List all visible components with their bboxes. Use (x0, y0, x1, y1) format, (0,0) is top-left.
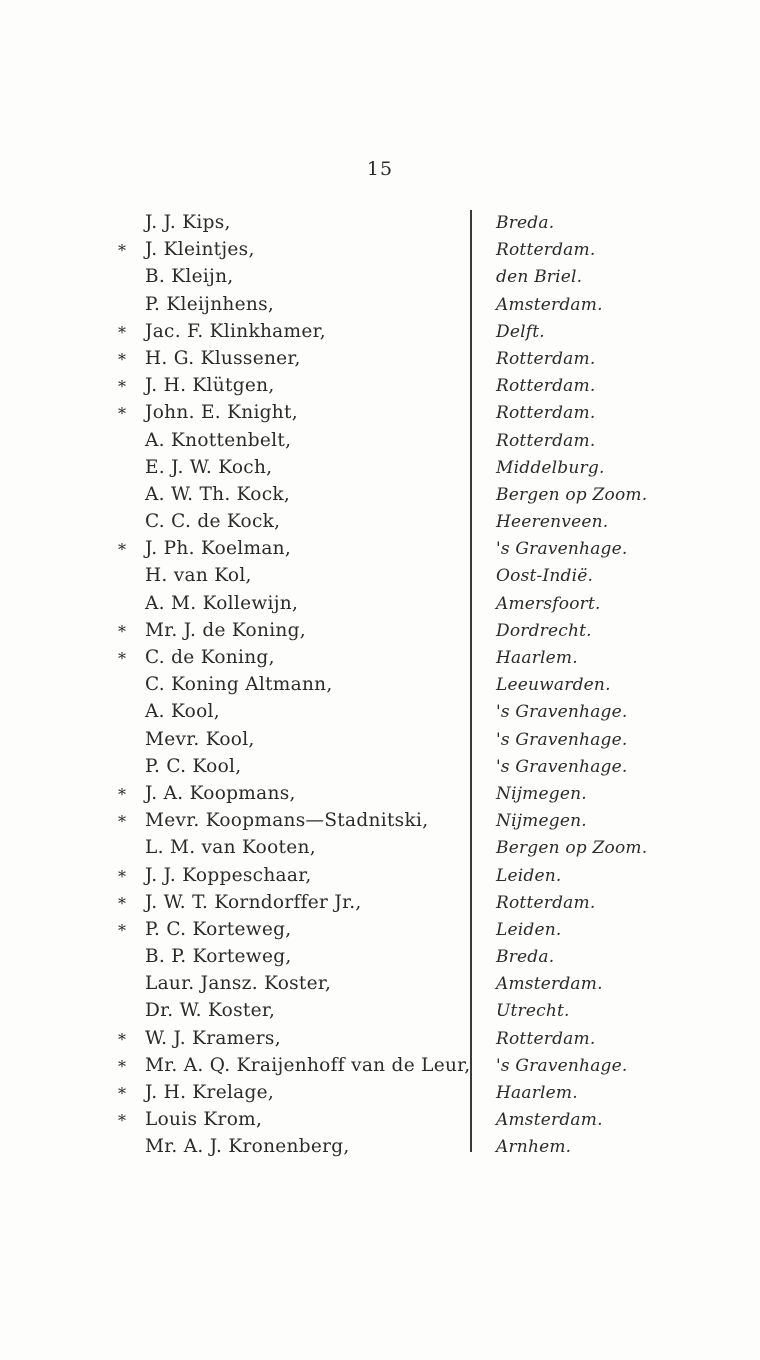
member-city: Heerenveen. (496, 512, 609, 533)
list-item (0, 944, 760, 971)
member-city: Amersfoort. (496, 593, 601, 614)
member-name: Louis Krom, (145, 1109, 263, 1131)
member-name: C. de Koning, (145, 647, 275, 668)
member-name: J. A. Koopmans, (145, 782, 296, 804)
member-marker: * (118, 621, 126, 641)
list-item (0, 455, 760, 482)
member-city: Delft. (496, 321, 545, 342)
member-name: Jac. F. Klinkhamer, (145, 320, 326, 342)
member-marker: * (118, 1084, 126, 1103)
member-name: Mr. J. de Koning, (145, 619, 306, 641)
member-name: J. J. Kips, (145, 212, 231, 233)
member-city: Breda. (496, 947, 555, 968)
list-item (0, 482, 760, 509)
member-list (0, 210, 760, 1162)
member-city: Rotterdam. (496, 892, 596, 913)
member-city: Rotterdam. (496, 430, 596, 451)
list-item (0, 536, 760, 563)
list-item (0, 917, 760, 944)
member-marker: * (118, 893, 126, 913)
member-city: Arnhem. (496, 1137, 572, 1158)
member-name: H. van Kol, (145, 565, 252, 587)
member-name: C. Koning Altmann, (145, 674, 333, 696)
list-item (0, 400, 760, 427)
member-name: P. C. Kool, (145, 755, 242, 777)
member-name: P. C. Korteweg, (145, 918, 292, 940)
member-name: John. E. Knight, (145, 402, 298, 424)
member-name: E. J. W. Koch, (145, 456, 273, 478)
member-city: 's Gravenhage. (496, 1055, 628, 1076)
list-item (0, 591, 760, 618)
member-marker: * (118, 1029, 126, 1049)
member-marker: * (118, 540, 126, 560)
member-city: Amsterdam. (496, 294, 603, 315)
member-name: J. Ph. Koelman, (145, 538, 292, 560)
list-item (0, 319, 760, 346)
member-city: Rotterdam. (496, 348, 596, 369)
member-city: Oost-Indië. (496, 566, 594, 587)
list-item (0, 1053, 760, 1080)
member-city: Utrecht. (496, 1001, 570, 1022)
member-name: Dr. W. Koster, (145, 1000, 276, 1022)
member-marker: * (118, 920, 126, 940)
member-name: J. J. Koppeschaar, (145, 864, 312, 886)
member-name: Mr. A. Q. Kraijenhoff van de Leur, (145, 1054, 471, 1076)
list-item (0, 1134, 760, 1161)
member-city: Rotterdam. (496, 1028, 596, 1049)
member-name: J. Kleintjes, (145, 239, 255, 261)
list-item (0, 890, 760, 917)
member-city: den Briel. (496, 267, 583, 288)
list-item (0, 645, 760, 672)
member-city: Nijmegen. (496, 811, 587, 832)
member-name: J. H. Krelage, (145, 1082, 275, 1103)
member-city: Amsterdam. (496, 974, 603, 995)
member-marker: * (118, 812, 126, 832)
list-item (0, 618, 760, 645)
member-city: Breda. (496, 213, 555, 233)
member-name: A. Knottenbelt, (145, 429, 292, 451)
list-item (0, 727, 760, 754)
member-city: Rotterdam. (496, 403, 596, 424)
list-item (0, 237, 760, 264)
member-name: W. J. Kramers, (145, 1027, 281, 1049)
list-item (0, 863, 760, 890)
member-marker: * (118, 1111, 126, 1131)
member-marker: * (118, 784, 126, 804)
list-item (0, 373, 760, 400)
list-item (0, 808, 760, 835)
list-item (0, 835, 760, 862)
member-name: Mr. A. J. Kronenberg, (145, 1136, 350, 1158)
list-item (0, 1080, 760, 1107)
member-city: Leiden. (496, 865, 562, 886)
list-item (0, 563, 760, 590)
member-name: Laur. Jansz. Koster, (145, 973, 332, 995)
member-city: 's Gravenhage. (496, 729, 628, 750)
member-city: Leeuwarden. (496, 675, 611, 696)
member-marker: * (118, 1056, 126, 1076)
list-item (0, 509, 760, 536)
member-name: A. W. Th. Kock, (145, 483, 291, 505)
member-marker: * (118, 866, 126, 886)
member-name: L. M. van Kooten, (145, 837, 316, 859)
member-marker: * (118, 404, 126, 424)
member-city: 's Gravenhage. (496, 702, 628, 723)
member-name: A. M. Kollewijn, (145, 592, 299, 614)
member-name: C. C. de Kock, (145, 511, 281, 533)
list-item (0, 998, 760, 1025)
member-name: B. Kleijn, (145, 266, 234, 288)
member-name: H. G. Klussener, (145, 347, 301, 369)
list-item (0, 754, 760, 781)
member-name: J. W. T. Korndorffer Jr., (145, 891, 362, 913)
member-marker: * (118, 241, 126, 261)
list-item (0, 428, 760, 455)
member-city: Dordrecht. (496, 620, 592, 641)
member-city: Rotterdam. (496, 240, 596, 261)
member-city: Haarlem. (496, 1083, 578, 1103)
member-marker: * (118, 377, 126, 397)
page-number: 15 (366, 158, 394, 180)
list-item (0, 699, 760, 726)
member-name: J. H. Klütgen, (145, 375, 275, 397)
member-name: B. P. Korteweg, (145, 946, 292, 968)
list-item (0, 672, 760, 699)
list-item (0, 346, 760, 373)
member-city: Middelburg. (496, 457, 605, 478)
member-name: Mevr. Kool, (145, 728, 255, 750)
list-item (0, 264, 760, 291)
list-item (0, 210, 760, 237)
member-marker: * (118, 322, 126, 342)
member-city: 's Gravenhage. (496, 756, 628, 777)
list-item (0, 1026, 760, 1053)
member-city: Bergen op Zoom. (496, 838, 648, 859)
list-item (0, 292, 760, 319)
member-city: Nijmegen. (496, 783, 587, 804)
list-item (0, 971, 760, 998)
member-name: P. Kleijnhens, (145, 293, 275, 315)
member-city: 's Gravenhage. (496, 539, 628, 560)
list-item (0, 781, 760, 808)
member-city: Haarlem. (496, 648, 578, 668)
member-city: Amsterdam. (496, 1110, 603, 1131)
member-marker: * (118, 649, 126, 668)
member-city: Rotterdam. (496, 376, 596, 397)
member-marker: * (118, 349, 126, 369)
member-city: Leiden. (496, 919, 562, 940)
member-name: Mevr. Koopmans—Stadnitski, (145, 810, 429, 832)
member-name: A. Kool, (145, 701, 220, 723)
list-item (0, 1107, 760, 1134)
member-city: Bergen op Zoom. (496, 484, 648, 505)
